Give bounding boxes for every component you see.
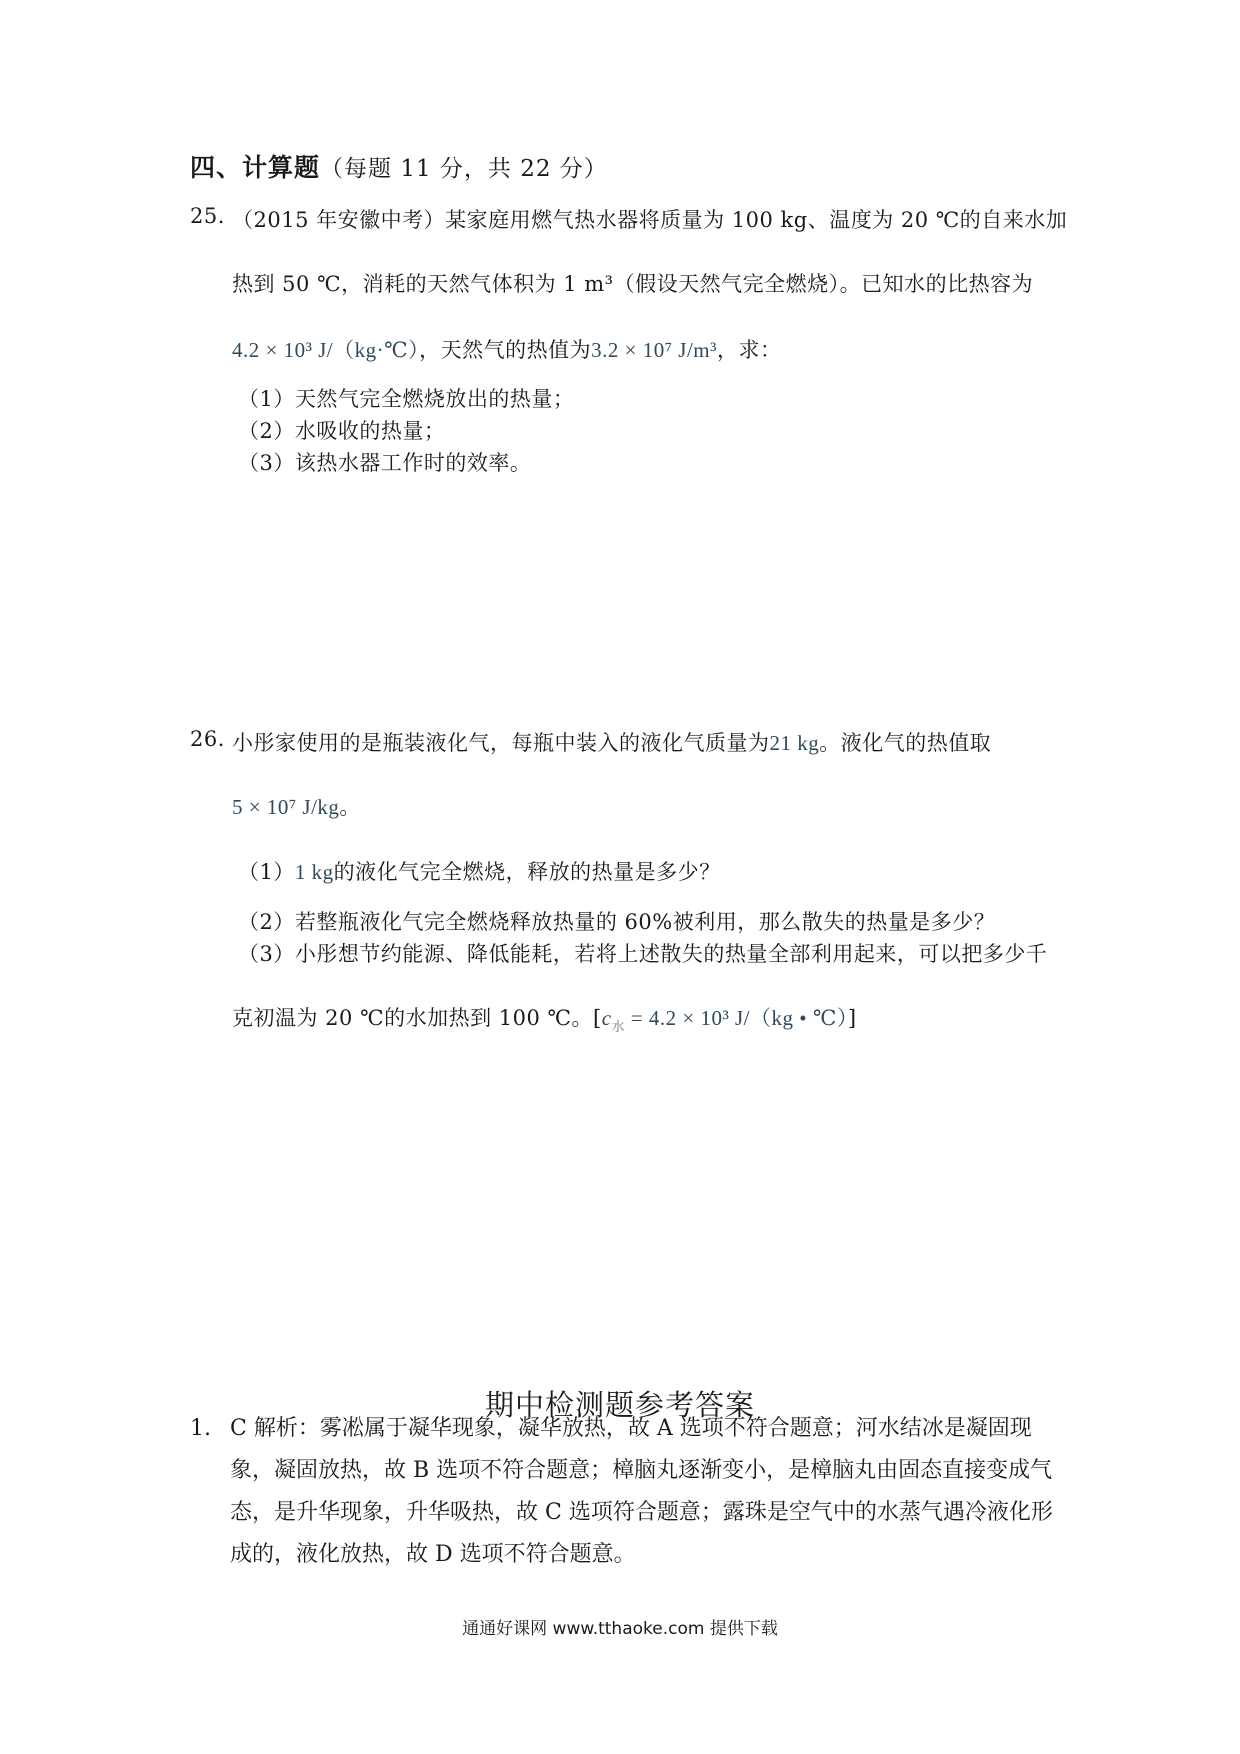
text-segment: 。液化气的热值取	[819, 731, 992, 755]
question-text-line	[232, 791, 361, 821]
formula-heat-value: 5 × 10⁷ J/kg	[232, 795, 340, 819]
question-text-line	[232, 727, 991, 757]
sub-question: （3）该热水器工作时的效率。	[238, 451, 532, 475]
answers-title: 期中检测题参考答案	[484, 1388, 755, 1422]
question-number: 26.	[190, 727, 225, 751]
question-text-line	[232, 1002, 857, 1032]
question-text-line: 热到 50 ℃，消耗的天然气体积为 1 m³（假设天然气完全燃烧）。已知水的比热容为	[232, 272, 1034, 296]
formula-mass: 1 kg	[294, 860, 334, 884]
sub-question: （3）小彤想节约能源、降低能耗，若将上述散失的热量全部利用起来，可以把多少千	[238, 942, 1048, 966]
text-segment: 克初温为 20 ℃的水加热到 100 ℃。[	[232, 1006, 602, 1030]
sub-question	[238, 856, 721, 886]
sub-question: （1）天然气完全燃烧放出的热量；	[238, 387, 575, 411]
subscript-water: 水	[611, 1019, 626, 1034]
question-text-line	[232, 334, 781, 364]
text-segment: 。	[339, 795, 361, 819]
formula-rest: = 4.2 × 10³ J/（kg • ℃）	[625, 1006, 848, 1030]
page-footer: 通通好课网 www.tthaoke.com 提供下载	[462, 1619, 778, 1639]
formula-specific-heat	[601, 1006, 848, 1034]
formula-mass: 21 kg	[769, 731, 820, 755]
text-segment: 小彤家使用的是瓶装液化气，每瓶中装入的液化气质量为	[232, 731, 770, 755]
question-text-line: （2015 年安徽中考）某家庭用燃气热水器将质量为 100 kg、温度为 20 ℃的自来水加	[232, 208, 1068, 232]
symbol-c: c	[601, 1006, 612, 1030]
text-segment: （1）	[238, 860, 295, 884]
answer-text: C 解析：雾凇属于凝华现象，凝华放热，故 A 选项不符合题意；河水结冰是凝固现象，凝固放热，故 B 选项不符合题意；樟脑丸逐渐变小，是樟脑丸由固态直接变成气态，是升华现象，升华吸热，故 C 选项符合题意；露珠是空气中的水蒸气遇冷液化形成的，液化放热，故 D 选项不符合题意。	[230, 1416, 1053, 1567]
section-note: （每题 11 分，共 22 分）	[320, 156, 608, 182]
sub-question: （2）若整瓶液化气完全燃烧释放热量的 60%被利用，那么散失的热量是多少？	[238, 910, 996, 934]
text-segment: ]	[847, 1006, 857, 1030]
formula-heat-value: 3.2 × 10⁷ J/m³	[591, 338, 717, 362]
answer-number: 1.	[190, 1416, 211, 1441]
section-heading	[190, 148, 608, 184]
section-title: 四、计算题	[190, 153, 321, 182]
sub-question: （2）水吸收的热量；	[238, 419, 446, 443]
question-number: 25.	[190, 204, 225, 228]
formula-specific-heat: 4.2 × 10³ J/（kg·℃）	[232, 338, 420, 362]
answer-item-1	[190, 1408, 1060, 1576]
text-segment: ，求：	[716, 338, 782, 362]
text-segment: 的液化气完全燃烧，释放的热量是多少？	[333, 860, 721, 884]
text-segment: ，天然气的热值为	[419, 338, 592, 362]
